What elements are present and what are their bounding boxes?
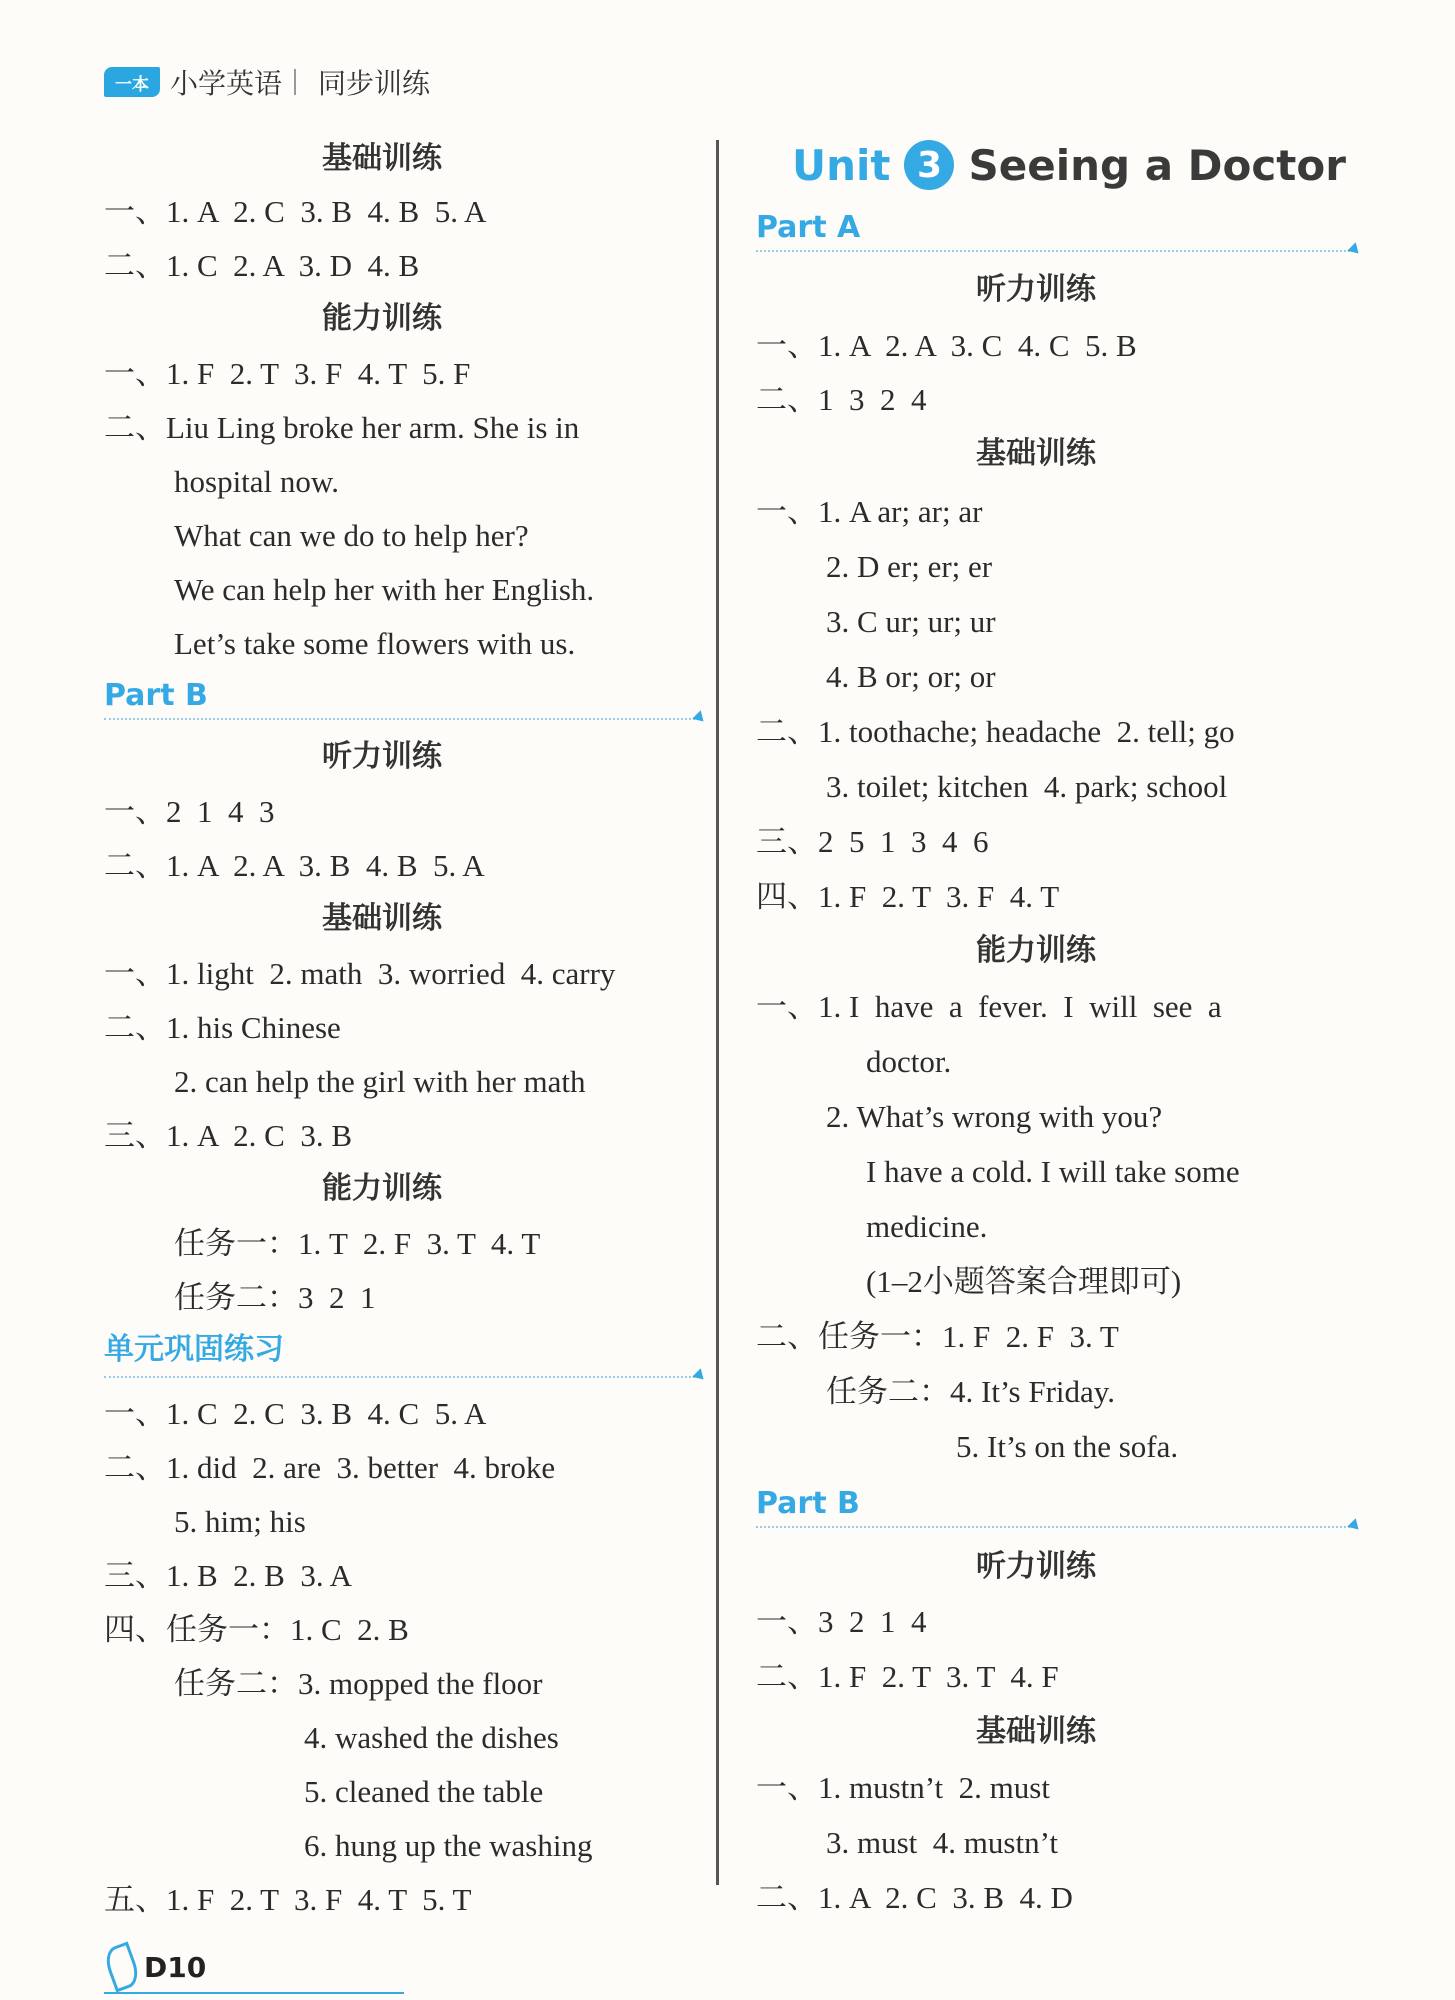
answer-line: 一、1. A ar; ar; ar bbox=[756, 494, 983, 529]
answer-line: 一、1. mustn’t 2. must bbox=[756, 1770, 1050, 1805]
part-a-label: Part A bbox=[756, 210, 861, 245]
answer-line: 任务二：3. mopped the floor bbox=[174, 1666, 543, 1701]
answer-line: 二、Liu Ling broke her arm. She is in bbox=[104, 410, 580, 445]
answer-note: (1–2小题答案合理即可) bbox=[866, 1264, 1182, 1299]
answer-line: 一、1. C 2. C 3. B 4. C 5. A bbox=[104, 1396, 487, 1431]
answer-line: 3. C ur; ur; ur bbox=[826, 604, 996, 639]
unit-number-badge: 3 bbox=[904, 140, 954, 190]
answer-line: 四、任务一：1. C 2. B bbox=[104, 1612, 409, 1647]
series-label: 同步训练 bbox=[318, 67, 431, 100]
section-heading-nengli: 能力训练 bbox=[322, 1171, 442, 1206]
answer-line: What can we do to help her? bbox=[174, 518, 529, 553]
unit-title bbox=[792, 140, 1346, 190]
answer-line: 一、1. A 2. C 3. B 4. B 5. A bbox=[104, 194, 487, 229]
answer-line: 二、1. did 2. are 3. better 4. broke bbox=[104, 1450, 556, 1485]
section-heading-jichu: 基础训练 bbox=[976, 1714, 1096, 1749]
answer-line: 三、2 5 1 3 4 6 bbox=[756, 824, 989, 859]
part-divider bbox=[104, 1376, 699, 1378]
answer-line: 5. cleaned the table bbox=[304, 1774, 544, 1809]
answer-line: I have a cold. I will take some bbox=[866, 1154, 1240, 1189]
unit-name: Seeing a Doctor bbox=[968, 140, 1346, 190]
publisher-logo: 一本 bbox=[104, 67, 160, 97]
answer-line: 6. hung up the washing bbox=[304, 1828, 593, 1863]
answer-line: 一、1. A 2. A 3. C 4. C 5. B bbox=[756, 328, 1137, 363]
footer-rule bbox=[104, 1992, 404, 1994]
answer-line: 五、1. F 2. T 3. F 4. T 5. T bbox=[104, 1882, 472, 1917]
answer-line: We can help her with her English. bbox=[174, 572, 595, 607]
answer-line: 二、1. A 2. A 3. B 4. B 5. A bbox=[104, 848, 485, 883]
part-divider bbox=[756, 250, 1354, 252]
answer-line: 一、2 1 4 3 bbox=[104, 794, 275, 829]
answer-line: 5. It’s on the sofa. bbox=[956, 1429, 1179, 1464]
section-heading-tingli: 听力训练 bbox=[976, 272, 1096, 307]
answer-line: 任务二：3 2 1 bbox=[174, 1280, 376, 1315]
answer-line: hospital now. bbox=[174, 464, 340, 499]
section-heading-jichu: 基础训练 bbox=[322, 141, 442, 176]
answer-line: medicine. bbox=[866, 1209, 988, 1244]
answer-line: 一、3 2 1 4 bbox=[756, 1604, 927, 1639]
section-heading-nengli: 能力训练 bbox=[976, 933, 1096, 968]
column-divider bbox=[716, 140, 719, 1885]
section-heading-jichu: 基础训练 bbox=[322, 901, 442, 936]
answer-line: Let’s take some flowers with us. bbox=[174, 626, 576, 661]
answer-line: 4. washed the dishes bbox=[304, 1720, 559, 1755]
answer-line: 任务二：4. It’s Friday. bbox=[826, 1374, 1116, 1409]
answer-line: 二、1. A 2. C 3. B 4. D bbox=[756, 1880, 1073, 1915]
part-divider bbox=[104, 718, 699, 720]
answer-line: 二、1. F 2. T 3. T 4. F bbox=[756, 1659, 1059, 1694]
section-heading-tingli: 听力训练 bbox=[322, 739, 442, 774]
answer-line: 四、1. F 2. T 3. F 4. T bbox=[756, 879, 1060, 914]
answer-line: 3. must 4. mustn’t bbox=[826, 1825, 1058, 1860]
answer-line: 二、1. C 2. A 3. D 4. B bbox=[104, 248, 420, 283]
page-number: D10 bbox=[144, 1950, 207, 1984]
answer-line: 2. D er; er; er bbox=[826, 549, 993, 584]
answer-line: 二、1 3 2 4 bbox=[756, 382, 927, 417]
page-header bbox=[104, 62, 430, 102]
section-heading-tingli: 听力训练 bbox=[976, 1549, 1096, 1584]
answer-line: 3. toilet; kitchen 4. park; school bbox=[826, 769, 1228, 804]
subject-label: 小学英语 bbox=[170, 67, 283, 100]
leaf-icon bbox=[101, 1942, 142, 1993]
answer-line: 任务一：1. T 2. F 3. T 4. T bbox=[174, 1226, 541, 1261]
answer-line: 三、1. B 2. B 3. A bbox=[104, 1558, 353, 1593]
unit-review-label: 单元巩固练习 bbox=[104, 1332, 284, 1367]
answer-line: 二、任务一：1. F 2. F 3. T bbox=[756, 1319, 1119, 1354]
answer-line: 二、1. toothache; headache 2. tell; go bbox=[756, 714, 1235, 749]
answer-line: 2. can help the girl with her math bbox=[174, 1064, 586, 1099]
header-separator bbox=[294, 69, 296, 95]
answer-line: 2. What’s wrong with you? bbox=[826, 1099, 1163, 1134]
answer-line: 一、1. F 2. T 3. F 4. T 5. F bbox=[104, 356, 471, 391]
answer-line: 一、1. light 2. math 3. worried 4. carry bbox=[104, 956, 616, 991]
answer-line: 二、1. his Chinese bbox=[104, 1010, 341, 1045]
section-heading-nengli: 能力训练 bbox=[322, 301, 442, 336]
unit-word: Unit bbox=[792, 140, 891, 190]
answer-line: 5. him; his bbox=[174, 1504, 306, 1539]
answer-line: doctor. bbox=[866, 1044, 952, 1079]
section-heading-jichu: 基础训练 bbox=[976, 436, 1096, 471]
part-b-label: Part B bbox=[104, 678, 208, 713]
part-b-label: Part B bbox=[756, 1486, 860, 1521]
answer-line: 一、1. I have a fever. I will see a bbox=[756, 989, 1222, 1024]
part-divider bbox=[756, 1526, 1354, 1528]
answer-line: 三、1. A 2. C 3. B bbox=[104, 1118, 353, 1153]
page-footer bbox=[108, 1945, 206, 1989]
answer-line: 4. B or; or; or bbox=[826, 659, 996, 694]
